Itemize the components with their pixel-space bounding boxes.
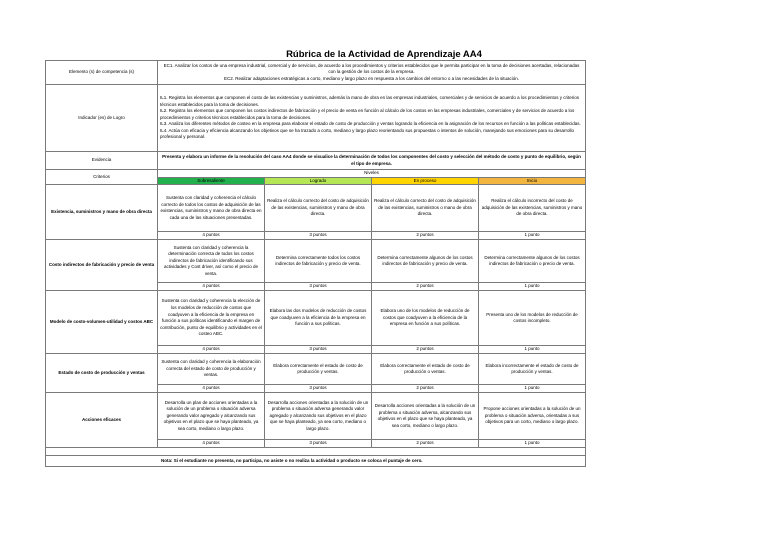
desc-logrado: Determina correctamente todos los costos indirectos de fabricación y precio de venta.: [265, 240, 372, 283]
points-logrado: 3 puntos: [265, 385, 372, 393]
points-sobresaliente: 4 puntos: [158, 385, 265, 393]
desc-logrado: Elabora correctamente el estado de costo de producción y ventas.: [265, 354, 372, 385]
level-en-proceso: En proceso: [372, 177, 479, 185]
level-inicio: Inicio: [479, 177, 586, 185]
points-en-proceso: 2 puntos: [372, 346, 479, 354]
note-row: [46, 456, 586, 467]
points-en-proceso: 2 puntos: [372, 440, 479, 448]
desc-logrado: Realiza el cálculo correcto del costo de adquisición de las existencias, suministros y mano de obra directa.: [265, 185, 372, 232]
points-sobresaliente: 4 puntos: [158, 283, 265, 291]
points-sobresaliente: 4 puntos: [158, 346, 265, 354]
desc-inicio: Presenta uno de los modelos de reducción de costos incompleto.: [479, 291, 586, 346]
criterion-name: Estado de costo de producción y ventas: [46, 354, 158, 393]
criterion-name: Acciones eficaces: [46, 393, 158, 448]
desc-sobresaliente: Sustenta con claridad y coherencia la determinación correcta de todos los costos indirectos de fabricación identificando sus actividades y Cost driver, así como el precio de venta.: [158, 240, 265, 283]
criterion-row: [46, 393, 586, 440]
desc-en-proceso: Determina correctamente algunos de los costos indirectos de fabricación y precio de venta.: [372, 240, 479, 283]
points-logrado: 3 puntos: [265, 283, 372, 291]
evidencia-row: [46, 152, 586, 170]
points-logrado: 3 puntos: [265, 440, 372, 448]
criterios-label: Criterios: [46, 170, 158, 185]
desc-en-proceso: Elabora uno de los modelos de reducción de costos que coadyuven a la eficiencia de la empresa en función a sus políticas.: [372, 291, 479, 346]
indicador-row: [46, 85, 586, 152]
criterion-row: [46, 354, 586, 385]
desc-en-proceso: Realiza el cálculo correcto del costo de adquisición de las existencias, suministros o mano de obra directa.: [372, 185, 479, 232]
points-logrado: 3 puntos: [265, 346, 372, 354]
evidencia-label: Evidencia: [46, 152, 158, 170]
desc-inicio: Elabora incorrectamente el estado de costo de producción y ventas.: [479, 354, 586, 385]
rubric-table: [45, 60, 586, 467]
desc-sobresaliente: Sustenta con claridad y coherencia la elección de los modelos de reducción de costos que coadyuven a la eficiencia de la empresa en función a sus políticas identificando el margen de contribución, punto de equilibrio y actividades en el costeo ABC.: [158, 291, 265, 346]
criterion-name: Modelo de costo-volumen-utilidad y costos ABC: [46, 291, 158, 354]
level-sobresaliente: Sobresaliente: [158, 177, 265, 185]
criterion-row: [46, 291, 586, 346]
page-title: Rúbrica de la Actividad de Aprendizaje AA4: [286, 49, 482, 60]
points-inicio: 1 punto: [479, 440, 586, 448]
points-logrado: 3 puntos: [265, 232, 372, 240]
evidencia-text: Presenta y elabora un informe de la resolución del caso AA4 donde se visualice la determinación de todos los componentes del costo y selección del método de costo y punto de equilibrio, según el tipo de empresa.: [158, 152, 586, 170]
criterion-row: [46, 185, 586, 232]
points-inicio: 1 punto: [479, 346, 586, 354]
spacer-row: [46, 448, 586, 456]
points-en-proceso: 2 puntos: [372, 283, 479, 291]
criterion-row: [46, 240, 586, 283]
desc-inicio: Propone acciones orientadas a la solución de un problema o situación adversa, orientadas a sus objetivos para un corto, mediano o largo plazo.: [479, 393, 586, 440]
desc-inicio: Realiza el cálculo incorrecto del costo de adquisición de las existencias, suministros y mano de obra directa.: [479, 185, 586, 232]
indicador-text: IL1. Registra los elementos que componen el costo de las existencias y suministros, además la mano de obra en las empresas industriales, comerciales y de servicios de acuerdo a los procedimientos y criterios técnicos establecidos para la toma de decisiones. IL2. Registra los elementos que componen los costos indirectos de fabricación y el precio de venta en función al cálculo de los costos en las empresas industriales, comerciales y de servicios de acuerdo a los procedimientos y criterios técnicos establecidos para la toma de decisiones. IL3. Analiza los diferentes métodos de costeo en la empresa para elaborar el estado de costo de producción y ventas logrando la eficiencia en la asignación de los recursos en función a las políticas establecidas. IL4. Actúa con eficacia y eficiencia alcanzando los objetivos que se ha trazado a corto, mediano y largo plazo reorientando sus propuestas o intentos de solución, manejando sus emociones para su desarrollo profesional y personal.: [158, 85, 586, 152]
desc-sobresaliente: Desarrolla un plan de acciones orientadas a la solución de un problema o situación adversa generando valor agregado y alcanzando sus objetivos en el plazo que se haya planteado, ya sea corto, mediano o largo plazo.: [158, 393, 265, 440]
niveles-row: [46, 170, 586, 178]
competencia-row: [46, 61, 586, 85]
points-inicio: 1 punto: [479, 385, 586, 393]
points-sobresaliente: 4 puntos: [158, 440, 265, 448]
points-en-proceso: 2 puntos: [372, 232, 479, 240]
note-text: Nota: Si el estudiante no presenta, no participa, no asiste o no realiza la actividad o producto se coloca el puntaje de cero.: [46, 456, 586, 467]
points-en-proceso: 2 puntos: [372, 385, 479, 393]
desc-sobresaliente: Sustenta con claridad y coherencia la elaboración correcta del estado de costo de producción y ventas.: [158, 354, 265, 385]
desc-en-proceso: Elabora correctamente el estado de costo de producción o ventas.: [372, 354, 479, 385]
desc-sobresaliente: Sustenta con claridad y coherencia el cálculo correcto de todos los costos de adquisición de las existencias, suministros y mano de obra directa en cada una de las situaciones presentadas.: [158, 185, 265, 232]
competencia-label: Elemento (s) de competencia (s): [46, 61, 158, 85]
desc-inicio: Determina correctamente algunos de los costos indirectos de fabricación o precio de venta.: [479, 240, 586, 283]
competencia-text: EC1. Analizar los costos de una empresa industrial, comercial y de servicios, de acuerdo a los procedimientos y criterios establecidos que le permita participar en la toma de decisiones acertadas, relacionadas con la gestión de los costos de la empresa. EC2. Realizar adaptaciones estratégicas a corto, mediano y largo plazo en respuesta a los cambios del entorno o a las necesidades de la situación.: [158, 61, 586, 85]
desc-logrado: Desarrolla acciones orientadas a la solución de un problema o situación adversa generando valor agregado y alcanzando sus objetivos en el plazo que se haya planteado, ya sea corto, mediano o largo plazo.: [265, 393, 372, 440]
criterion-name: Costo indirectos de fabricación y precio de venta: [46, 240, 158, 291]
desc-logrado: Elabora las dos modelos de reducción de costos que coadyuven a la eficiencia de la empresa en función a sus políticas.: [265, 291, 372, 346]
niveles-label: Niveles: [158, 170, 586, 178]
points-inicio: 1 punto: [479, 232, 586, 240]
spacer-cell: [46, 448, 586, 456]
level-logrado: Logrado: [265, 177, 372, 185]
points-inicio: 1 punto: [479, 283, 586, 291]
desc-en-proceso: Desarrolla acciones orientadas a la solución de un problema o situación adversa, alcanzando sus objetivos en el plazo que se haya planteado, ya sea corto, mediano o largo plazo.: [372, 393, 479, 440]
points-sobresaliente: 4 puntos: [158, 232, 265, 240]
criterion-name: Existencia, suministros y mano de obra directa: [46, 185, 158, 240]
indicador-label: Indicador (es) de Logro: [46, 85, 158, 152]
